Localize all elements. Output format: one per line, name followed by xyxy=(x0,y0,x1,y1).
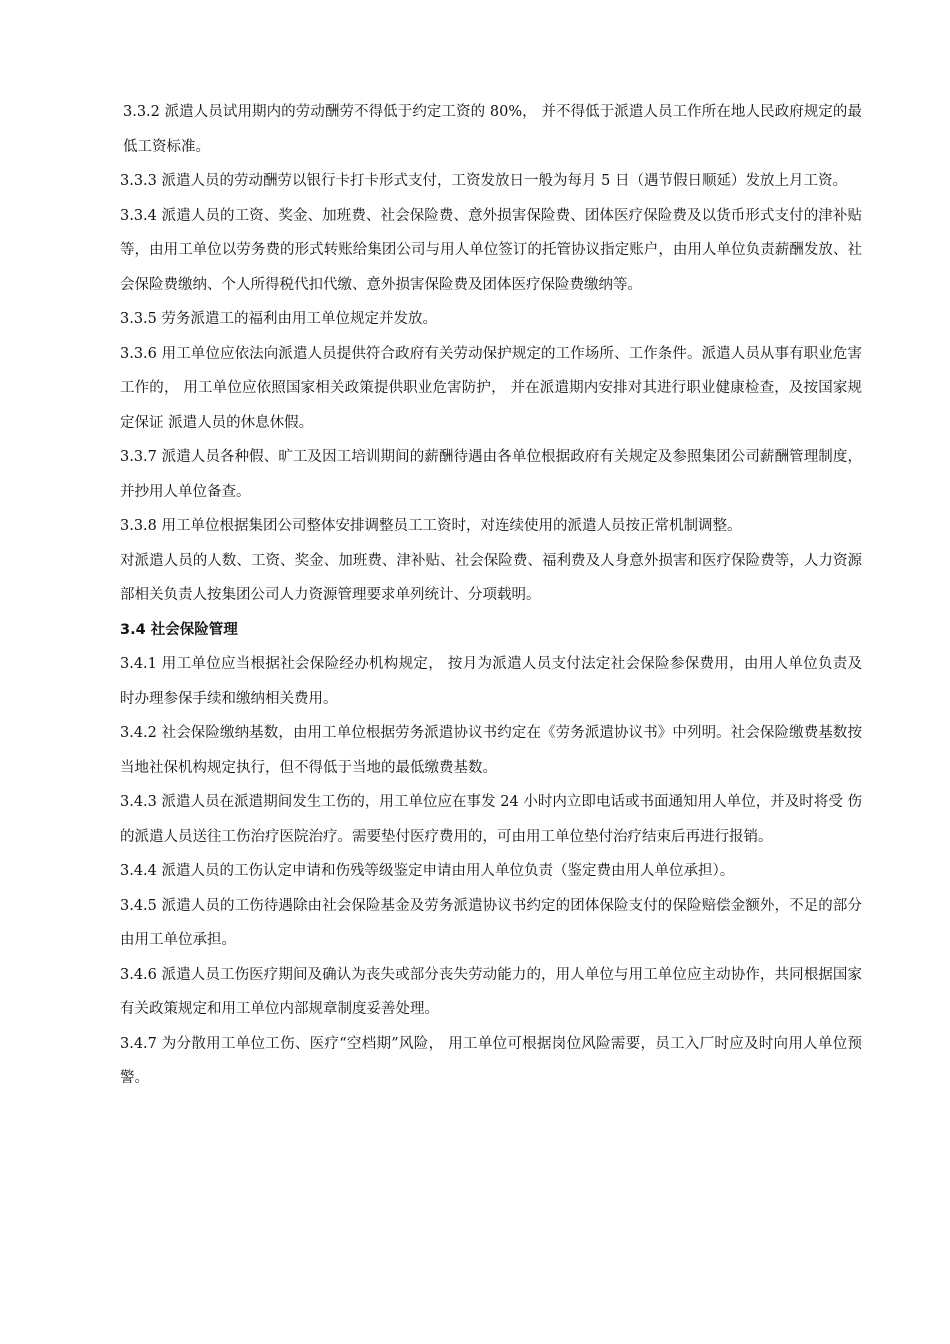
paragraph-3-4-3: 3.4.3 派遣人员在派遣期间发生工伤的，用工单位应在事发 24 小时内立即电话或书面通知用人单位，并及时将受 伤的派遣人员送往工伤治疗医院治疗。需要垫付医疗费用的，可由用工单位垫付治疗结束后再进行报销。 xyxy=(120,794,862,845)
paragraph-3-3-7: 3.3.7 派遣人员各种假、旷工及因工培训期间的薪酬待遇由各单位根据政府有关规定及参照集团公司薪酬管理制度，并抄用人单位备查。 xyxy=(120,449,862,500)
section-heading-3-4: 3.4 社会保险管理 xyxy=(120,621,238,638)
document-body xyxy=(120,95,862,1096)
paragraph-3-3-4: 3.3.4 派遣人员的工资、奖金、加班费、社会保险费、意外损害保险费、团体医疗保险费及以货币形式支付的津补贴等，由用工单位以劳务费的形式转账给集团公司与用人单位签订的托管协议指定账户，由用人单位负责薪酬发放、社会保险费缴纳、个人所得税代扣代缴、意外损害保险费及团体医疗保险费缴纳等。 xyxy=(120,207,862,293)
paragraph-3-3-5: 3.3.5 劳务派遣工的福利由用工单位规定并发放。 xyxy=(120,311,438,327)
paragraph-3-4-6: 3.4.6 派遣人员工伤医疗期间及确认为丧失或部分丧失劳动能力的，用人单位与用工单位应主动协作，共同根据国家有关政策规定和用工单位内部规章制度妥善处理。 xyxy=(120,966,862,1017)
paragraph-3-3-3: 3.3.3 派遣人员的劳动酬劳以银行卡打卡形式支付，工资发放日一般为每月 5 日（遇节假日顺延）发放上月工资。 xyxy=(120,173,847,189)
paragraph-3-4-5: 3.4.5 派遣人员的工伤待遇除由社会保险基金及劳务派遣协议书约定的团体保险支付的保险赔偿金额外，不足的部分由用工单位承担。 xyxy=(120,897,862,948)
paragraph-3-3-2: 3.3.2 派遣人员试用期内的劳动酬劳不得低于约定工资的 80%， 并不得低于派遣人员工作所在地人民政府规定的最低工资标准。 xyxy=(123,104,862,155)
paragraph-3-4-1: 3.4.1 用工单位应当根据社会保险经办机构规定， 按月为派遣人员支付法定社会保险参保费用，由用人单位负责及时办理参保手续和缴纳相关费用。 xyxy=(120,656,862,707)
paragraph-3-3-6: 3.3.6 用工单位应依法向派遣人员提供符合政府有关劳动保护规定的工作场所、工作条件。派遣人员从事有职业危害工作的， 用工单位应依照国家相关政策提供职业危害防护， 并在派遣期内安排对其进行职业健康检查，及按国家规定保证 派遣人员的休息休假。 xyxy=(120,345,862,431)
paragraph-3-3-8: 3.3.8 用工单位根据集团公司整体安排调整员工工资时，对连续使用的派遣人员按正常机制调整。 xyxy=(120,518,742,534)
paragraph-3-4-4: 3.4.4 派遣人员的工伤认定申请和伤残等级鉴定申请由用人单位负责（鉴定费由用人单位承担）。 xyxy=(120,863,735,879)
paragraph-3-4-7: 3.4.7 为分散用工单位工伤、医疗“空档期”风险， 用工单位可根据岗位风险需要，员工入厂时应及时向用人单位预警。 xyxy=(120,1035,862,1086)
paragraph-statistics-note: 对派遣人员的人数、工资、奖金、加班费、津补贴、社会保险费、福利费及人身意外损害和医疗保险费等，人力资源部相关负责人按集团公司人力资源管理要求单列统计、分项载明。 xyxy=(120,552,862,603)
paragraph-3-4-2: 3.4.2 社会保险缴纳基数，由用工单位根据劳务派遣协议书约定在《劳务派遣协议书》中列明。社会保险缴费基数按当地社保机构规定执行，但不得低于当地的最低缴费基数。 xyxy=(120,725,862,776)
